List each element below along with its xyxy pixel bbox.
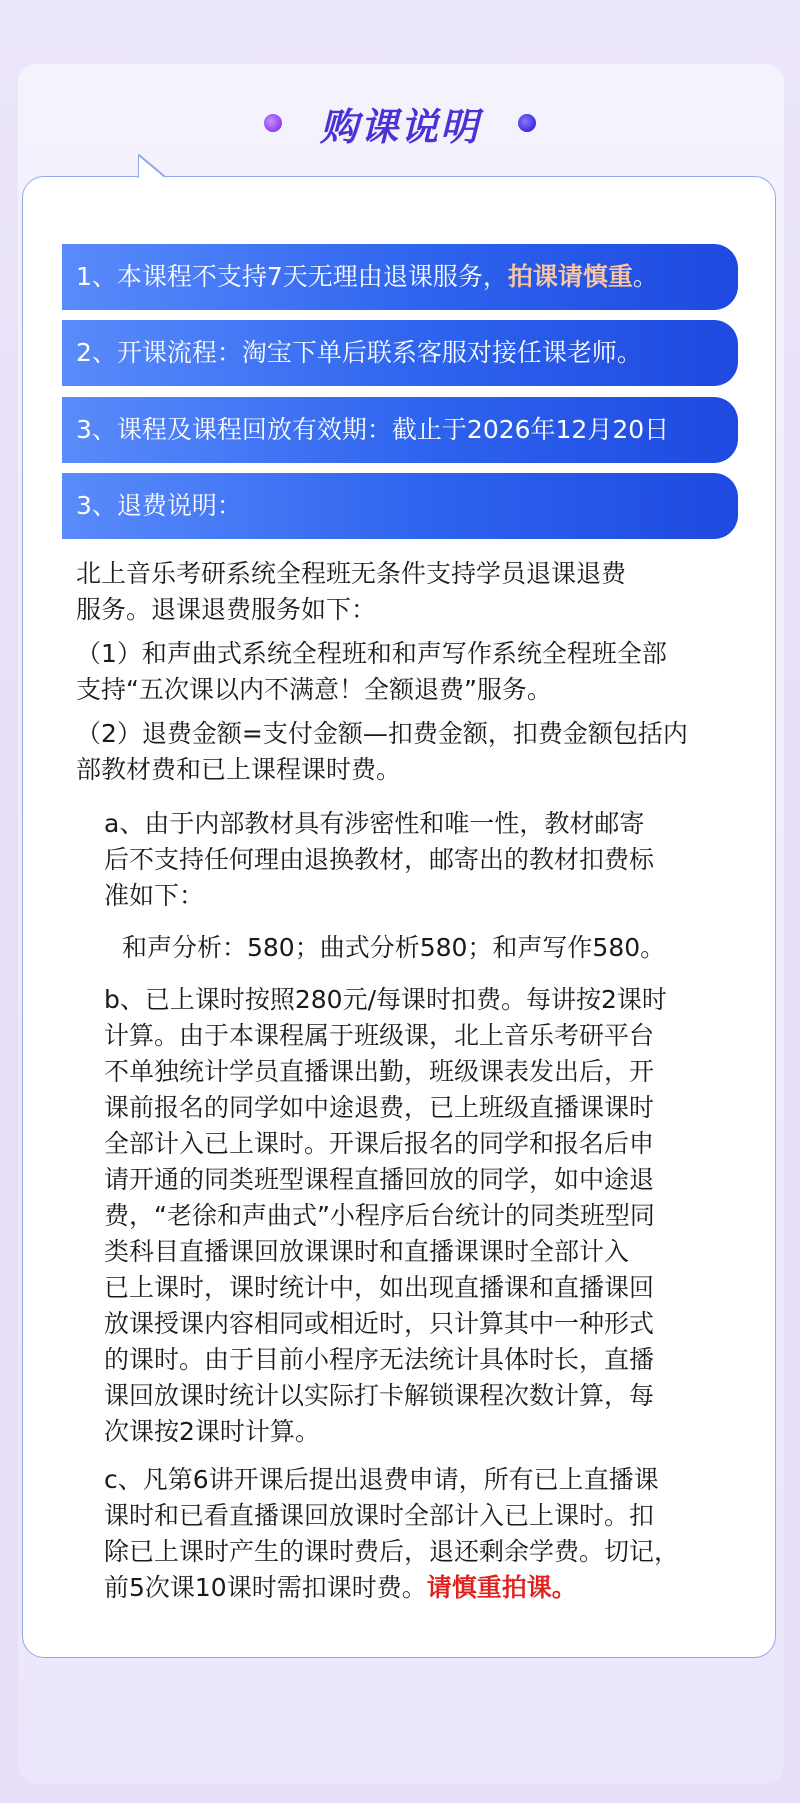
- material-fees-text: 和声分析：580；曲式分析580；和声写作580。: [122, 933, 666, 962]
- notice-bar-refund-title: [62, 473, 738, 539]
- notice-bar-highlight: 拍课请慎重: [507, 262, 633, 291]
- decor-dot-right: [518, 114, 536, 132]
- notice-bar-text: 3、退费说明：: [76, 491, 242, 520]
- notice-bar-refund-policy: [62, 244, 738, 310]
- refund-item-1-text: （1）和声曲式系统全程班和和声写作系统全程班全部 支持“五次课以内不满意！全额退费”服务。: [76, 639, 667, 704]
- refund-item-2-text: （2）退费金额=支付金额—扣费金额，扣费金额包括内 部教材费和已上课程课时费。: [76, 719, 688, 784]
- refund-item-c-body: c、凡第6讲开课后提出退费申请，所有已上直播课 课时和已看直播课回放课时全部计入已上课时。扣 除已上课时产生的课时费后，退还剩余学费。切记， 前5次课10课时需扣课时费。: [104, 1465, 680, 1602]
- notice-bar-enrollment-process: [62, 320, 738, 386]
- notice-bar-text: 3、课程及课程回放有效期：截止于2026年12月20日: [76, 415, 670, 444]
- section-header: [0, 88, 800, 158]
- refund-item-c-text: [104, 1462, 679, 1606]
- refund-intro-text: 北上音乐考研系统全程班无条件支持学员退课退费 服务。退课退费服务如下：: [76, 559, 627, 624]
- decor-dot-left: [264, 114, 282, 132]
- notice-bar-suffix: 。: [632, 262, 658, 291]
- refund-item-a-text: a、由于内部教材具有涉密性和唯一性，教材邮寄 后不支持任何理由退换教材，邮寄出的教材扣费标 准如下：: [104, 809, 655, 910]
- notice-bar-validity: [62, 397, 738, 463]
- notice-bar-text: 1、本课程不支持7天无理由退课服务，: [76, 262, 508, 291]
- refund-item-b-text: b、已上课时按照280元/每课时扣费。每讲按2课时 计算。由于本课程属于班级课，北上音乐考研平台 不单独统计学员直播课出勤，班级课表发出后，开 课前报名的同学如中途退费，已上班级直播课课时 全部计入已上课时。开课后报名的同学和报名后申 请开通的同类班型课程直播回放的同学，如中途退 费，“老徐和声曲式”小程序后台统计的同类班型同 类科目直播课回放课课时和直播课课时全部计入 已上课时，课时统计中，如出现直播课和直播课回 放课授课内容相同或相近时，只计算其中一种形式 的课时。由于目前小程序无法统计具体时长，直播 课回放课时统计以实际打卡解锁课程次数计算，每 次课按2课时计算。: [104, 985, 667, 1446]
- page-title: 购课说明: [319, 104, 480, 149]
- notice-bar-text: 2、开课流程：淘宝下单后联系客服对接任课老师。: [76, 338, 642, 367]
- refund-warning-text: 请慎重拍课。: [426, 1573, 577, 1602]
